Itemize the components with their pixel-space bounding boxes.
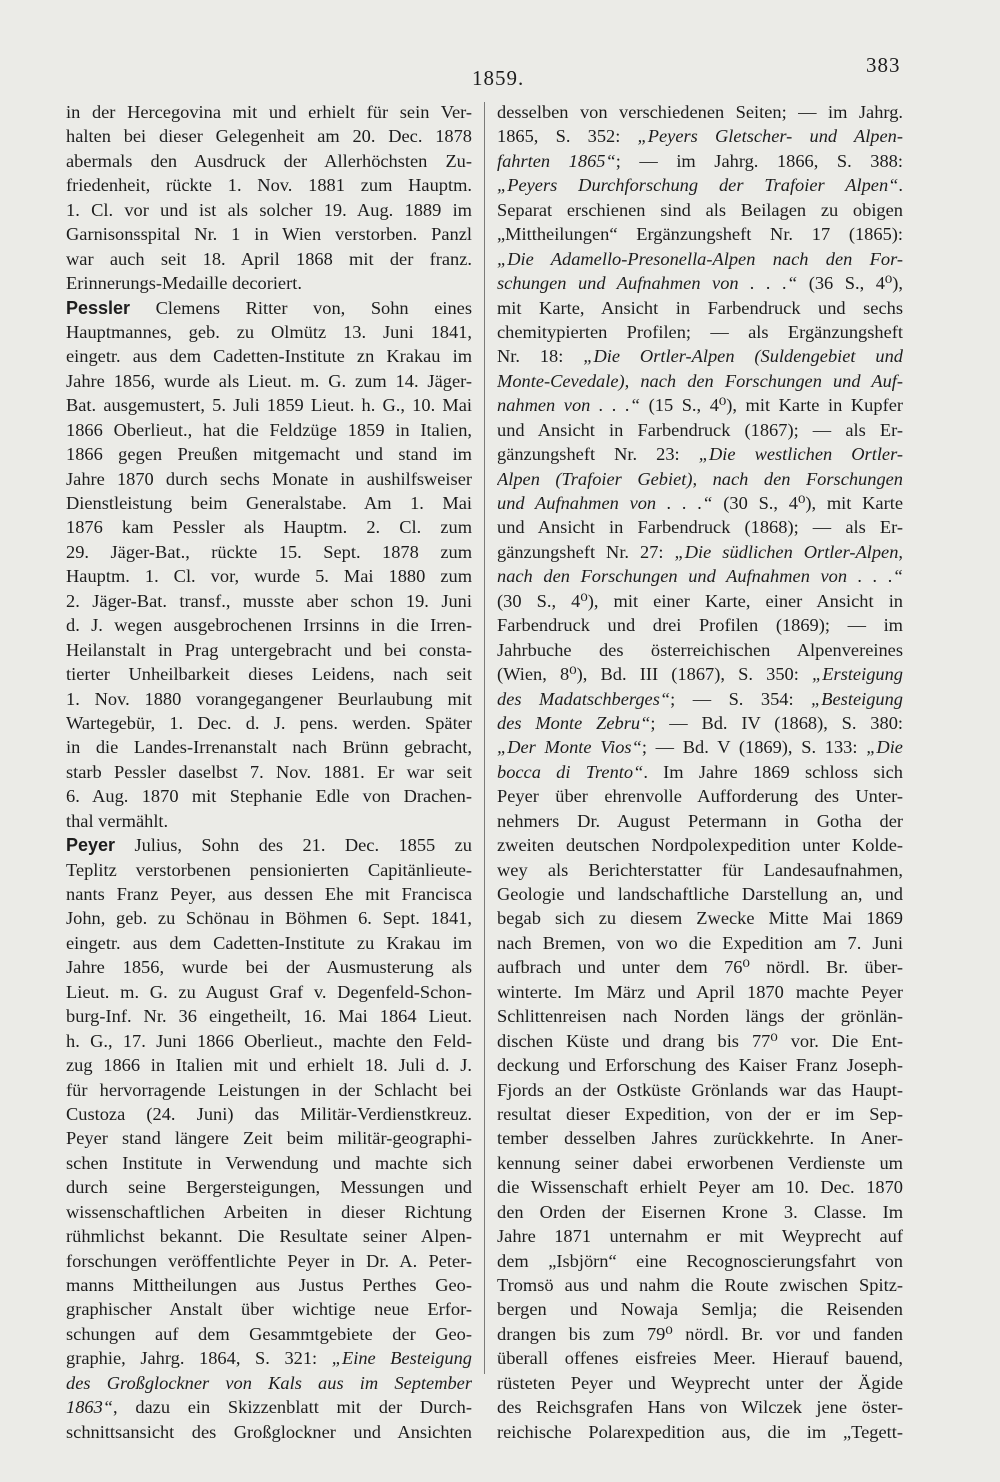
text-line (66, 467, 472, 491)
running-header-year: 1859. (472, 66, 525, 90)
line-text: überall offenes eisfreies Meer. Hierauf bauend, (497, 1348, 903, 1369)
text-line (497, 1249, 903, 1273)
italic-title: „Die Ortler-Alpen (Suldengebiet und (583, 346, 903, 367)
text-line (66, 784, 472, 808)
text-line (66, 711, 472, 735)
line-text: (30 S., 4⁰), mit einer Karte, einer Ansicht in (497, 590, 903, 611)
text-line (497, 1322, 903, 1346)
line-text: reichische Polarexpedition aus, die im „Tegett- (497, 1421, 903, 1442)
line-text: des Reichsgrafen Hans von Wilczek jene öster- (497, 1397, 903, 1418)
line-text: eingetr. aus dem Cadetten-Institute zn Krakau im (66, 346, 472, 367)
line-text: rühmlichst bekannt. Die Resultate seiner Alpen- (66, 1226, 472, 1247)
text-line (66, 1029, 472, 1053)
text-line (497, 467, 903, 491)
line-text: „Mittheilungen“ Ergänzungsheft Nr. 17 (1865): (497, 224, 903, 245)
line-text: ; — im Jahrg. 1866, S. 388: (615, 150, 903, 171)
line-text: 29. Jäger-Bat., rückte 15. Sept. 1878 zum (66, 541, 472, 562)
line-text: wissenschaftlichen Arbeiten in dieser Richtung (66, 1201, 472, 1222)
text-line (497, 980, 903, 1004)
line-text: bergen und Nowaja Semlja; die Reisenden (497, 1299, 903, 1320)
line-text: friedenheit, rückte 1. Nov. 1881 zum Hauptm. (66, 175, 472, 196)
line-text: desselben von verschiedenen Seiten; — im Jahrg. (497, 102, 903, 122)
line-text: drangen bis zum 79⁰ nördl. Br. vor und fanden (497, 1323, 903, 1344)
line-text: (Wien, 8⁰), Bd. III (1867), S. 350: (497, 664, 813, 685)
text-line (497, 344, 903, 368)
text-line (497, 1126, 903, 1150)
line-text: , dazu ein Skizzenblatt mit der Durch- (113, 1397, 472, 1418)
line-text: ; — Bd. V (1869), S. 133: (641, 737, 867, 758)
line-text: schen Institute in Verwendung und machte sich (66, 1152, 472, 1173)
right-column (497, 100, 903, 1444)
line-text: Fjords an der Ostküste Grönlands war das Haupt- (497, 1079, 903, 1100)
line-text: Clemens Ritter von, Sohn eines (130, 297, 472, 318)
line-text: gänzungsheft Nr. 27: (497, 541, 675, 562)
text-line (497, 711, 903, 735)
line-text: Jahre 1871 unternahm er mit Weyprecht auf (497, 1226, 903, 1247)
text-line (66, 1346, 472, 1370)
text-line (66, 515, 472, 539)
line-text: dem „Isbjörn“ eine Recognoscierungsfahrt von (497, 1250, 903, 1271)
line-text: tierter Unheilbarkeit dieses Leidens, nach seit (66, 664, 472, 685)
line-text: (30 S., 4⁰), mit Karte (712, 493, 903, 513)
text-line (66, 564, 472, 588)
italic-title: Alpen (Trafoier Gebiet), nach den Forschungen (497, 468, 903, 489)
italic-title: 1863“ (66, 1397, 114, 1418)
line-text: resultat dieser Expedition, von der er im Sep- (497, 1103, 903, 1124)
text-line (497, 564, 903, 588)
entry-name: Peyer (66, 835, 116, 856)
line-text: in die Landes-Irrenanstalt nach Brünn gebracht, (66, 737, 472, 758)
text-line (66, 344, 472, 368)
text-line (66, 1004, 472, 1028)
text-line (66, 1224, 472, 1248)
line-text: manns Mittheilungen aus Justus Perthes Geo- (66, 1275, 472, 1295)
text-line (497, 222, 903, 246)
text-line (66, 442, 472, 466)
text-line (66, 906, 472, 930)
text-line (497, 735, 903, 759)
line-text: Wartegebür, 1. Dec. d. J. pens. werden. Später (66, 712, 472, 733)
text-line (497, 1346, 903, 1370)
text-line (497, 638, 903, 662)
text-line (66, 809, 472, 833)
line-text: Jahre 1856, wurde als Lieut. m. G. zum 14. Jäger- (66, 370, 472, 391)
text-line (66, 271, 472, 295)
text-line (66, 638, 472, 662)
text-line (497, 369, 903, 393)
text-line (66, 613, 472, 637)
italic-title: nach den Forschungen und Aufnahmen von . . .“ (497, 566, 903, 587)
text-line (497, 1297, 903, 1321)
italic-title: des Großglockner von Kals aus im September (66, 1372, 472, 1393)
text-line (66, 1297, 472, 1321)
text-line (497, 662, 903, 686)
text-line (497, 1371, 903, 1395)
text-line (66, 882, 472, 906)
line-text: Schlittenreisen nach Norden längs der grönlän- (497, 1006, 903, 1027)
line-text: thal vermählt. (66, 810, 169, 831)
italic-title: des Madatschberges“ (497, 688, 671, 709)
line-text: Lieut. m. G. zu August Graf v. Degenfeld-Schon- (66, 981, 472, 1002)
text-line (66, 833, 472, 857)
text-line (66, 1053, 472, 1077)
italic-title: und Aufnahmen von . . .“ (497, 493, 713, 513)
text-line (497, 149, 903, 173)
text-line (497, 858, 903, 882)
line-text: rüsteten Peyer und Weyprecht unter der Ägide (497, 1372, 903, 1393)
line-text: (36 S., 4⁰), (797, 273, 903, 294)
line-text: für hervorragende Leistungen in der Schlacht bei (66, 1079, 472, 1100)
line-text: Custoza (24. Juni) das Militär-Verdienstkreuz. (66, 1103, 472, 1124)
line-text: Dienstleistung beim Generalstabe. Am 1. Mai (66, 493, 472, 513)
line-text: 1. Cl. vor und ist als solcher 19. Aug. 1889 im (66, 199, 472, 220)
italic-title: bocca di Trento“ (497, 761, 644, 782)
text-line (66, 173, 472, 197)
italic-title: Monte-Cevedale), nach den Forschungen und Auf- (497, 370, 903, 391)
italic-title: „Ersteigung (812, 664, 903, 685)
line-text: Hauptmannes, geb. zu Olmütz 13. Juni 1841, (66, 321, 472, 342)
text-line (66, 858, 472, 882)
line-text: Erinnerungs-Medaille decoriert. (66, 273, 302, 294)
italic-title: „Die westlichen Ortler- (698, 444, 903, 465)
text-line (66, 1175, 472, 1199)
text-line (66, 980, 472, 1004)
text-line (497, 491, 903, 515)
line-text: dischen Küste und drang bis 77⁰ vor. Die Ent- (497, 1030, 903, 1051)
text-line (497, 198, 903, 222)
text-line (497, 173, 903, 197)
text-line (497, 540, 903, 564)
text-line (497, 247, 903, 271)
text-line (497, 442, 903, 466)
text-line (497, 1078, 903, 1102)
italic-title: „Der Monte Vios“ (497, 737, 642, 758)
line-text: und Ansicht in Farbendruck (1867); — als Er- (497, 419, 903, 440)
text-line (497, 271, 903, 295)
line-text: und Ansicht in Farbendruck (1868); — als Er- (497, 517, 903, 538)
line-text: halten bei dieser Gelegenheit am 20. Dec. 1878 (66, 126, 472, 147)
text-line (66, 662, 472, 686)
line-text: nehmers Dr. August Petermann in Gotha der (497, 810, 903, 831)
line-text: gänzungsheft Nr. 23: (497, 444, 699, 465)
text-line (497, 393, 903, 417)
text-line (497, 882, 903, 906)
line-text: Jahre 1870 durch sechs Monate in aushilfsweiser (66, 468, 472, 489)
line-text: winterte. Im März und April 1870 machte Peyer (497, 981, 903, 1002)
line-text: Tromsö aus und nahm die Route zwischen Spitz- (497, 1275, 903, 1295)
text-line (66, 589, 472, 613)
line-text: abermals den Ausdruck der Allerhöchsten Zu- (66, 150, 472, 171)
line-text: (15 S., 4⁰), mit Karte in Kupfer (640, 395, 903, 416)
line-text: zweiten deutschen Nordpolexpedition unter Kolde- (497, 835, 903, 856)
text-line (497, 1102, 903, 1126)
line-text: 1866 Oberlieut., hat die Feldzüge 1859 in Italien, (66, 419, 472, 440)
line-text: schungen auf dem Gesammtgebiete der Geo- (66, 1323, 472, 1344)
text-line (66, 393, 472, 417)
text-line (497, 1420, 903, 1444)
text-line (497, 906, 903, 930)
text-line (66, 955, 472, 979)
text-line (497, 955, 903, 979)
line-text: aufbrach und unter dem 76⁰ nördl. Br. über- (497, 957, 903, 978)
text-line (497, 320, 903, 344)
text-line (497, 1273, 903, 1297)
text-line (66, 149, 472, 173)
text-line (66, 1395, 472, 1419)
text-line (66, 296, 472, 320)
italic-title: des Monte Zebru“ (497, 712, 651, 733)
line-text: Teplitz verstorbenen pensionierten Capitänlieute- (66, 859, 472, 880)
line-text: nants Franz Peyer, aus dessen Ehe mit Francisca (66, 884, 472, 904)
line-text: Heilanstalt in Prag untergebracht und bei consta- (66, 639, 472, 660)
text-line (66, 1420, 472, 1444)
text-line (66, 1126, 472, 1150)
line-text: den Orden der Eisernen Krone 3. Classe. Im (497, 1201, 903, 1222)
text-line (66, 1102, 472, 1126)
italic-title: „Peyers Durchforschung der Trafoier Alpen“ (497, 175, 899, 196)
line-text: nach Bremen, von wo die Expedition am 7. Juni (497, 932, 903, 953)
text-line (497, 1151, 903, 1175)
line-text: 1876 kam Pessler als Hauptm. 2. Cl. zum (66, 517, 472, 538)
text-line (66, 222, 472, 246)
line-text: zug 1866 in Italien mit und erhielt 18. Juli d. J. (66, 1055, 472, 1076)
line-text: Jahrbuche des österreichischen Alpenvereines (497, 639, 903, 660)
entry-name: Pessler (66, 297, 131, 318)
text-line (66, 760, 472, 784)
line-text: . Im Jahre 1869 schloss sich (643, 761, 903, 782)
column-divider (484, 102, 485, 1374)
italic-title: „Peyers Gletscher- und Alpen- (637, 126, 903, 147)
line-text: Julius, Sohn des 21. Dec. 1855 zu (115, 835, 472, 856)
text-line (497, 784, 903, 808)
text-line (66, 1249, 472, 1273)
line-text: chemitypierten Profilen; — als Ergänzungsheft (497, 321, 903, 342)
italic-title: fahrten 1865“ (497, 150, 616, 171)
line-text: Hauptm. 1. Cl. vor, wurde 5. Mai 1880 zum (66, 566, 472, 587)
line-text: Bat. ausgemustert, 5. Juli 1859 Lieut. h. G., 10. Mai (66, 395, 472, 416)
line-text: Peyer über ehrenvolle Aufforderung des Unter- (497, 786, 903, 807)
line-text: die Wissenschaft erhielt Peyer am 10. Dec. 1870 (497, 1177, 903, 1198)
text-line (497, 1200, 903, 1224)
text-line (66, 687, 472, 711)
text-line (497, 760, 903, 784)
line-text: Farbendruck und drei Profilen (1869); — im (497, 615, 903, 636)
italic-title: schungen und Aufnahmen von . . .“ (497, 273, 798, 294)
italic-title: „Besteigung (811, 688, 903, 709)
line-text: Geologie und landschaftliche Darstellung an, und (497, 884, 903, 904)
line-text: John, geb. zu Schönau in Böhmen 6. Sept. 1841, (66, 908, 472, 929)
line-text: durch seine Bergersteigungen, Messungen und (66, 1177, 472, 1198)
line-text: 2. Jäger-Bat. transf., musste aber schon 19. Juni (66, 590, 472, 611)
line-text: 1865, S. 352: (497, 126, 638, 147)
italic-title: „Eine Besteigung (331, 1348, 472, 1369)
page-number: 383 (866, 53, 901, 77)
text-line (497, 613, 903, 637)
line-text: war auch seit 18. April 1868 mit der franz. (66, 248, 472, 269)
text-line (66, 418, 472, 442)
line-text: graphie, Jahrg. 1864, S. 321: (66, 1348, 332, 1369)
line-text: 1. Nov. 1880 vorangegangener Beurlaubung mit (66, 688, 472, 709)
text-line (66, 247, 472, 271)
line-text: Jahre 1856, wurde bei der Ausmusterung als (66, 957, 472, 978)
line-text: 1866 gegen Preußen mitgemacht und stand im (66, 444, 472, 465)
italic-title: „Die Adamello-Presonella-Alpen nach den For- (497, 248, 903, 269)
text-line (497, 1029, 903, 1053)
italic-title: „Die südlichen Ortler-Alpen, (674, 541, 903, 562)
line-text: Nr. 18: (497, 346, 584, 367)
text-line (497, 833, 903, 857)
text-line (66, 124, 472, 148)
text-line (66, 1273, 472, 1297)
text-line (497, 515, 903, 539)
italic-title: „Die (866, 737, 903, 758)
text-line (497, 1175, 903, 1199)
line-text: deckung und Erforschung des Kaiser Franz Joseph- (497, 1055, 903, 1076)
line-text: 6. Aug. 1870 mit Stephanie Edle von Drachen- (66, 786, 472, 807)
text-line (497, 1395, 903, 1419)
text-line (66, 1078, 472, 1102)
text-line (66, 1200, 472, 1224)
line-text: starb Pessler daselbst 7. Nov. 1881. Er war seit (66, 761, 472, 782)
text-line (66, 198, 472, 222)
line-text: burg-Inf. Nr. 36 eingetheilt, 16. Mai 1864 Lieut. (66, 1006, 472, 1027)
line-text: h. G., 17. Juni 1866 Oberlieut., machte den Feld- (66, 1030, 472, 1051)
left-column (66, 100, 472, 1444)
line-text: forschungen veröffentlichte Peyer in Dr. A. Peter- (66, 1250, 472, 1271)
text-line (497, 809, 903, 833)
text-line (66, 540, 472, 564)
text-line (497, 1053, 903, 1077)
line-text: eingetr. aus dem Cadetten-Institute zu Krakau im (66, 932, 472, 953)
text-line (66, 1322, 472, 1346)
text-line (497, 931, 903, 955)
text-line (497, 1004, 903, 1028)
text-line (66, 100, 472, 124)
line-text: kennung seiner dabei erworbenen Verdienste um (497, 1152, 903, 1173)
line-text: tember desselben Jahres zurückkehrte. In Aner- (497, 1128, 903, 1149)
text-line (66, 491, 472, 515)
line-text: mit Karte, Ansicht in Farbendruck und sechs (497, 297, 903, 318)
text-line (66, 1371, 472, 1395)
line-text: in der Hercegovina mit und erhielt für sein Ver- (66, 102, 472, 122)
text-line (497, 124, 903, 148)
line-text: d. J. wegen ausgebrochenen Irrsinns in die Irren- (66, 615, 472, 636)
italic-title: nahmen von . . .“ (497, 395, 641, 416)
text-line (66, 1151, 472, 1175)
line-text: ; — Bd. IV (1868), S. 380: (650, 712, 903, 733)
text-line (497, 296, 903, 320)
text-line (497, 100, 903, 124)
text-line (66, 320, 472, 344)
text-line (66, 735, 472, 759)
text-line (66, 369, 472, 393)
line-text: begab sich zu diesem Zwecke Mitte Mai 1869 (497, 908, 903, 929)
text-line (497, 1224, 903, 1248)
line-text: . (898, 175, 903, 196)
line-text: graphischer Anstalt über wichtige neue Erfor- (66, 1299, 472, 1320)
line-text: Peyer stand längere Zeit beim militär-geographi- (66, 1128, 472, 1149)
text-line (66, 931, 472, 955)
text-line (497, 418, 903, 442)
line-text: Garnisonsspital Nr. 1 in Wien verstorben. Panzl (66, 224, 472, 245)
text-line (497, 589, 903, 613)
line-text: Separat erschienen sind als Beilagen zu obigen (497, 199, 903, 220)
line-text: wey als Berichterstatter für Landesaufnahmen, (497, 859, 903, 880)
line-text: ; — S. 354: (670, 688, 812, 709)
line-text: schnittsansicht des Großglockner und Ansichten (66, 1421, 472, 1442)
text-line (497, 687, 903, 711)
